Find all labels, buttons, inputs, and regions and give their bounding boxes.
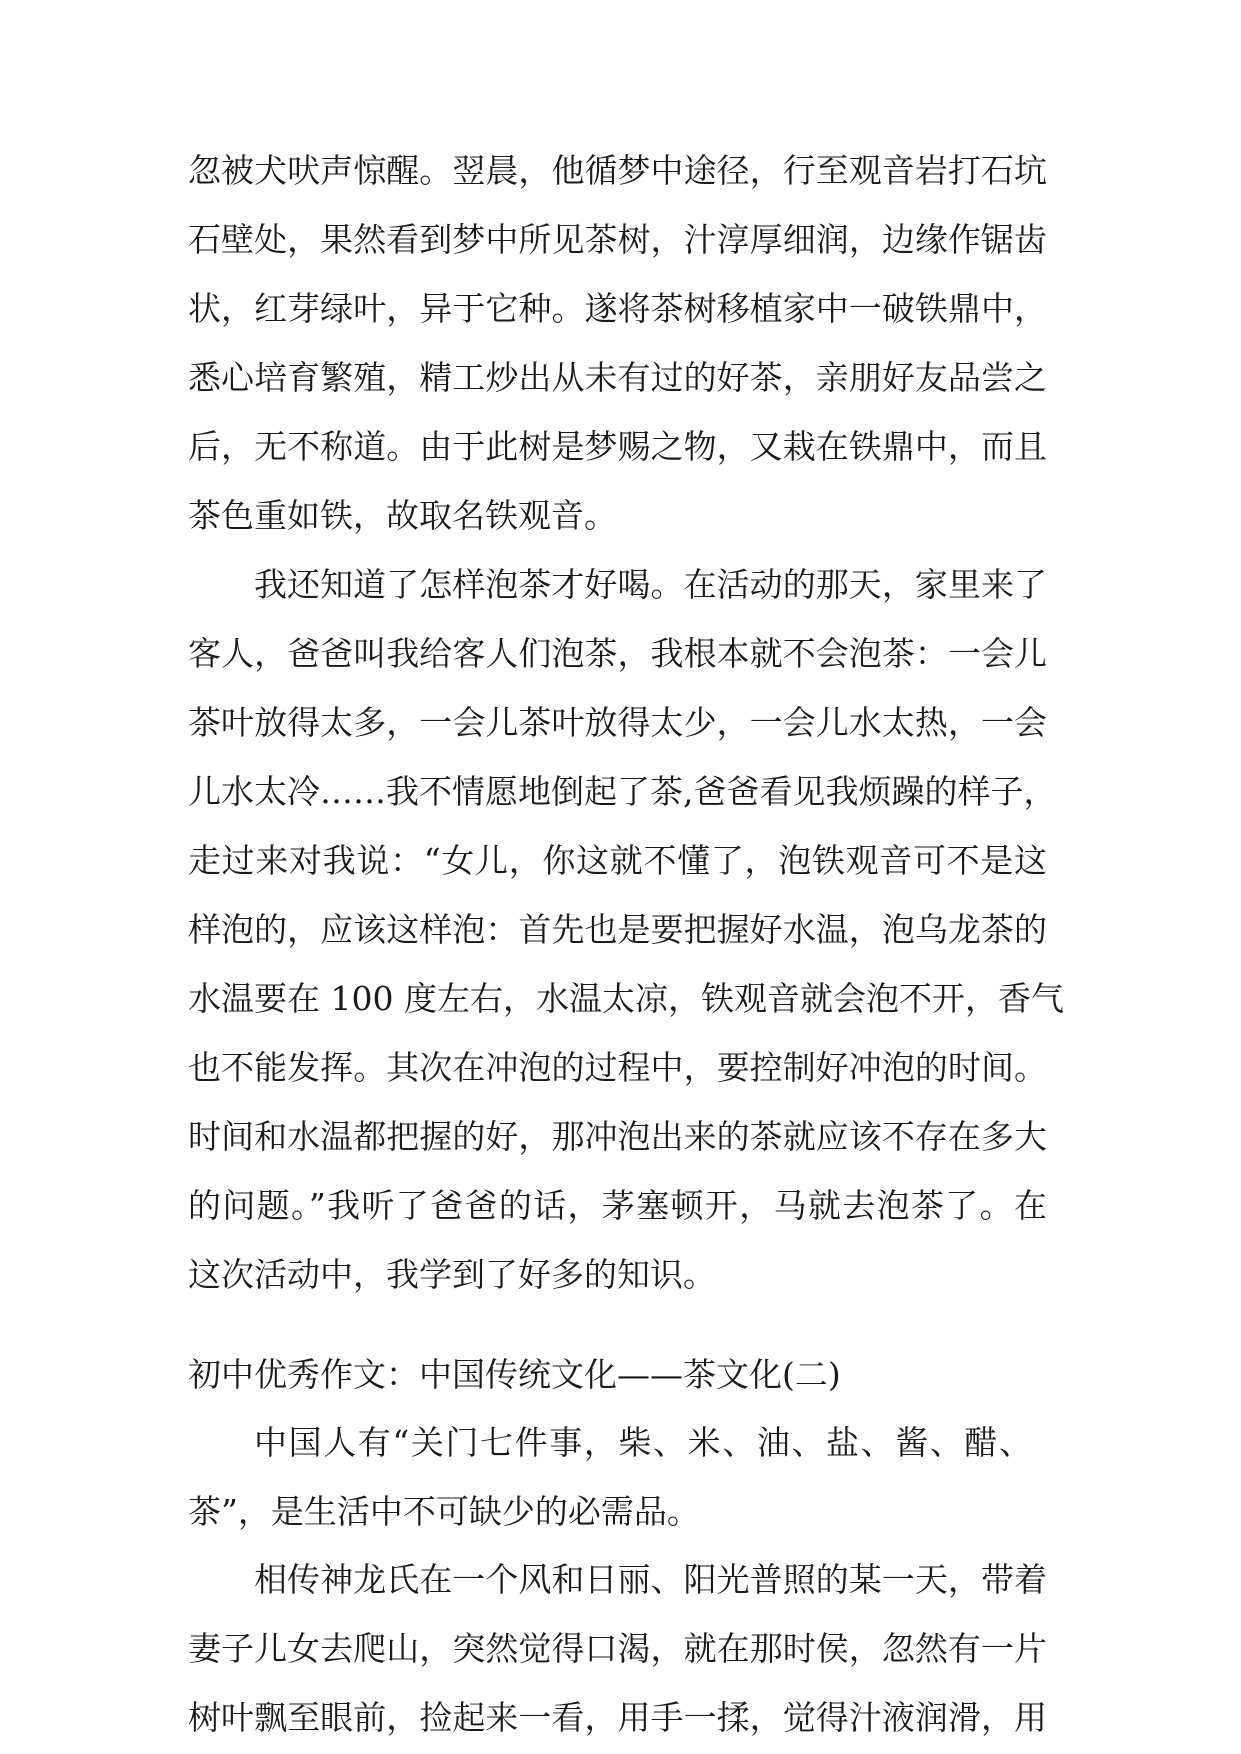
text-line: 石壁处，果然看到梦中所见茶树，汁淳厚细润，边缘作锯齿 [188, 220, 1047, 259]
text-line: 妻子儿女去爬山，突然觉得口渴，就在那时侯，忽然有一片 [188, 1629, 1047, 1668]
text-line: 时间和水温都把握的好，那冲泡出来的茶就应该不存在多大 [188, 1117, 1047, 1156]
paragraph-first-line: 我还知道了怎样泡茶才好喝。在活动的那天，家里来了 [254, 565, 1047, 604]
text-line: 树叶飘至眼前，捡起来一看，用手一揉，觉得汁液润滑，用 [188, 1698, 1047, 1737]
paragraph-first-line: 中国人有“关门七件事，柴、米、油、盐、酱、醋、 [254, 1423, 1032, 1462]
text-line: 状，红芽绿叶，异于它种。遂将茶树移植家中一破铁鼎中， [188, 289, 1047, 328]
paragraph-first-line: 相传神龙氏在一个风和日丽、阳光普照的某一天，带着 [254, 1560, 1047, 1599]
text-line: 茶”，是生活中不可缺少的必需品。 [188, 1492, 700, 1531]
text-line: 儿水太冷……我不情愿地倒起了茶,爸爸看见我烦躁的样子， [188, 772, 1057, 811]
text-line: 走过来对我说：“女儿，你这就不懂了，泡铁观音可不是这 [188, 841, 1047, 880]
text-line: 的问题。”我听了爸爸的话，茅塞顿开，马就去泡茶了。在 [188, 1186, 1047, 1225]
text-line: 后，无不称道。由于此树是梦赐之物，又栽在铁鼎中，而且 [188, 427, 1047, 466]
text-line: 茶叶放得太多，一会儿茶叶放得太少，一会儿水太热，一会 [188, 703, 1047, 742]
text-line: 客人，爸爸叫我给客人们泡茶，我根本就不会泡茶：一会儿 [188, 634, 1047, 673]
text-line: 水温要在 100 度左右，水温太凉，铁观音就会泡不开，香气 [188, 979, 1064, 1018]
text-line: 茶色重如铁，故取名铁观音。 [188, 496, 617, 535]
text-line: 这次活动中，我学到了好多的知识。 [188, 1255, 716, 1294]
section-title: 初中优秀作文：中国传统文化——茶文化(二) [188, 1355, 841, 1394]
text-line: 忽被犬吠声惊醒。翌晨，他循梦中途径，行至观音岩打石坑 [188, 151, 1047, 190]
text-line: 样泡的，应该这样泡：首先也是要把握好水温，泡乌龙茶的 [188, 910, 1047, 949]
text-line: 悉心培育繁殖，精工炒出从未有过的好茶，亲朋好友品尝之 [188, 358, 1047, 397]
text-line: 也不能发挥。其次在冲泡的过程中，要控制好冲泡的时间。 [188, 1048, 1047, 1087]
